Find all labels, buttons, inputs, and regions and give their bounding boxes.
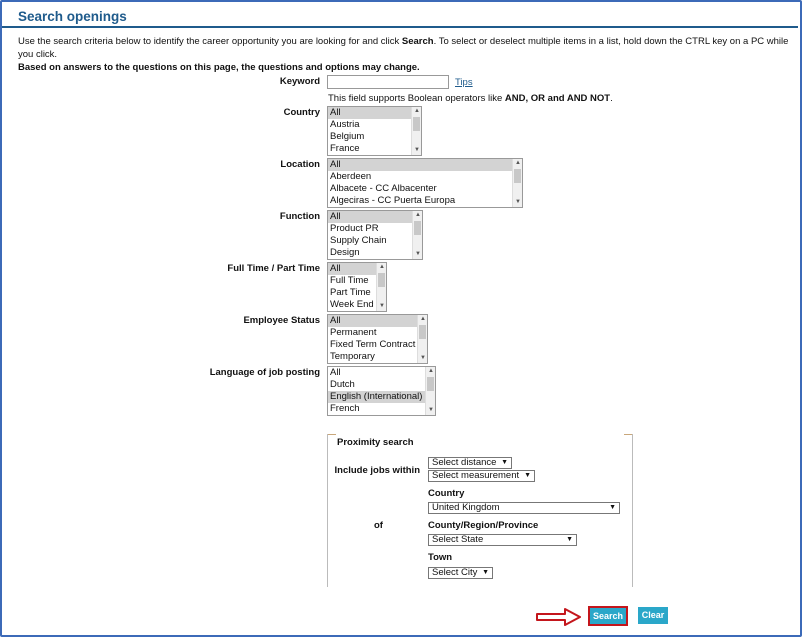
language-listbox[interactable] [327,366,436,416]
search-button[interactable]: Search [588,606,628,626]
intro-line2: Based on answers to the questions on this page, the questions and options may change. [18,62,420,73]
listbox-option[interactable]: All [330,367,341,378]
scroll-down-icon[interactable]: ▼ [515,199,521,205]
keyword-input[interactable] [327,75,449,89]
prox-country-select[interactable] [428,502,620,514]
town-value: Select City [432,567,478,578]
tips-link[interactable]: Tips [455,77,473,88]
measurement-select[interactable] [428,470,535,482]
country-label: Country [283,107,320,118]
clear-button[interactable]: Clear [638,607,668,624]
scroll-up-icon[interactable]: ▲ [420,316,426,322]
scrollbar[interactable] [417,315,427,363]
page-title: Search openings [18,9,127,24]
of-label: of [374,520,383,531]
employee-status-listbox[interactable] [327,314,428,364]
page-header [2,2,798,28]
fieldset-corner [328,434,336,435]
county-select[interactable] [428,534,577,546]
prox-country-label: Country [428,488,465,499]
scroll-down-icon[interactable]: ▼ [415,251,421,257]
listbox-option[interactable]: All [328,315,427,327]
listbox-option[interactable]: French [330,403,360,414]
town-label: Town [428,552,453,563]
scrollbar[interactable] [412,211,422,259]
distance-select[interactable] [428,457,512,469]
listbox-option[interactable]: All [328,159,522,171]
dropdown-arrow-icon: ▼ [524,472,531,479]
hint-operators: AND, OR and AND NOT [504,93,611,104]
scroll-down-icon[interactable]: ▼ [428,407,434,413]
town-select[interactable] [428,567,493,579]
scroll-up-icon[interactable]: ▲ [415,212,421,218]
scrollbar[interactable] [512,159,522,207]
listbox-option[interactable]: Aberdeen [330,171,372,182]
county-value: Select State [432,534,484,545]
location-listbox[interactable] [327,158,523,208]
intro-prefix: Use the search criteria below to identify the career opportunity you are looking for and click [18,36,402,47]
listbox-option[interactable]: All [328,211,422,223]
language-label: Language of job posting [209,367,320,378]
scroll-thumb[interactable] [414,221,421,235]
intro-text [18,35,798,74]
function-label: Function [279,211,320,222]
scroll-thumb[interactable] [419,325,426,339]
dropdown-arrow-icon: ▼ [566,536,573,543]
scroll-up-icon[interactable]: ▲ [515,160,521,166]
listbox-option[interactable]: France [330,143,360,154]
hint-suffix: . [610,93,613,104]
dropdown-arrow-icon: ▼ [482,569,489,576]
employee-status-label: Employee Status [243,315,320,326]
scrollbar[interactable] [425,367,435,415]
scroll-down-icon[interactable]: ▼ [420,355,426,361]
listbox-option[interactable]: Dutch [330,379,355,390]
distance-value: Select distance [432,457,497,468]
listbox-option[interactable]: Austria [330,119,360,130]
scroll-thumb[interactable] [427,377,434,391]
dropdown-arrow-icon: ▼ [501,459,508,466]
prox-country-value: United Kingdom [432,502,500,513]
scroll-down-icon[interactable]: ▼ [414,147,420,153]
scrollbar[interactable] [376,263,386,311]
intro-search-word: Search [401,36,434,47]
scroll-up-icon[interactable]: ▲ [414,108,420,114]
proximity-title: Proximity search [337,437,414,448]
dropdown-arrow-icon: ▼ [609,504,616,511]
scroll-down-icon[interactable]: ▼ [379,303,385,309]
function-listbox[interactable] [327,210,423,260]
hint-prefix: This field supports Boolean operators like [328,93,505,104]
include-jobs-label: Include jobs within [334,465,420,476]
scroll-up-icon[interactable]: ▲ [428,368,434,374]
keyword-hint [328,93,613,104]
listbox-option[interactable]: Belgium [330,131,365,142]
listbox-option[interactable]: Albacete - CC Albacenter [330,183,437,194]
scroll-up-icon[interactable]: ▲ [379,264,385,270]
listbox-option[interactable]: Algeciras - CC Puerta Europa [330,195,456,206]
measurement-value: Select measurement [432,470,520,481]
listbox-option[interactable]: Week End [330,299,374,310]
scrollbar[interactable] [411,107,421,155]
keyword-label: Keyword [279,76,320,87]
listbox-option[interactable]: All [328,107,421,119]
listbox-option[interactable]: Permanent [330,327,377,338]
listbox-option[interactable]: Design [330,247,360,258]
county-label: County/Region/Province [428,520,539,531]
fulltime-label: Full Time / Part Time [227,263,320,274]
location-label: Location [280,159,320,170]
listbox-option[interactable]: Fixed Term Contract [330,339,416,350]
listbox-option[interactable]: Supply Chain [330,235,387,246]
listbox-option[interactable]: All [328,263,386,275]
country-listbox[interactable] [327,106,422,156]
listbox-option[interactable]: Product PR [330,223,379,234]
scroll-thumb[interactable] [514,169,521,183]
arrow-right-icon [535,608,583,626]
scroll-thumb[interactable] [413,117,420,131]
intro-suffix: . To select or deselect multiple items in a list, hold down the CTRL key on a PC while you click. [18,36,789,60]
listbox-option[interactable]: Part Time [330,287,371,298]
fieldset-corner [624,434,632,435]
fulltime-listbox[interactable] [327,262,387,312]
listbox-option[interactable]: Temporary [330,351,375,362]
listbox-option[interactable]: English (International) [328,391,435,403]
listbox-option[interactable]: Full Time [330,275,369,286]
scroll-thumb[interactable] [378,273,385,287]
